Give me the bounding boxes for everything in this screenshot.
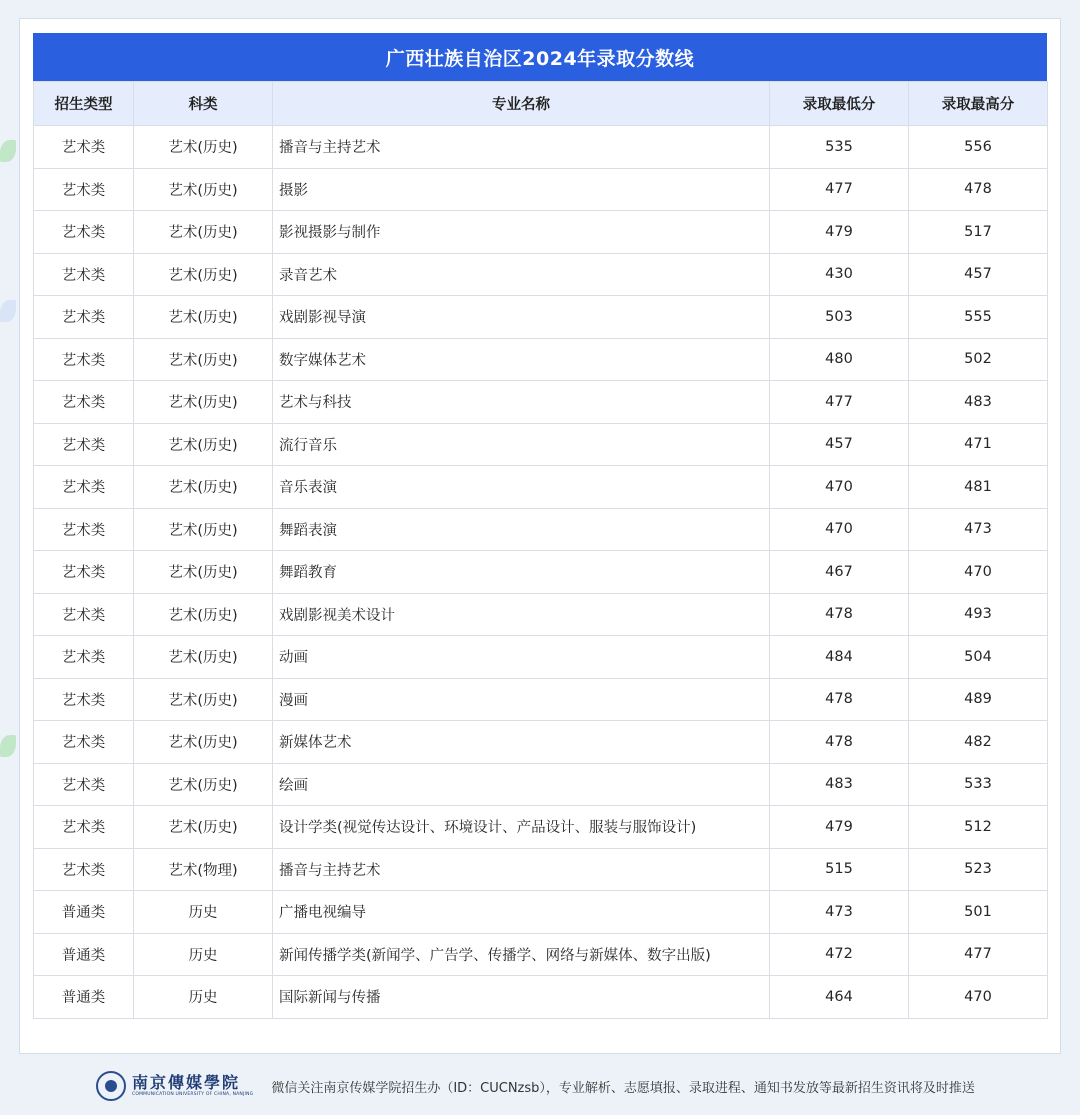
university-logo: [132, 1074, 253, 1098]
enrollment-type-cell: 普通类: [34, 933, 134, 976]
table-row: [34, 848, 1048, 891]
table-row: [34, 211, 1048, 254]
major-name-cell: 艺术与科技: [273, 381, 770, 424]
max-score-cell: 512: [909, 806, 1048, 849]
table-body: [34, 126, 1048, 1019]
major-name-cell: 戏剧影视导演: [273, 296, 770, 339]
university-logo-subtitle: COMMUNICATION UNIVERSITY OF CHINA, NANJING: [132, 1092, 254, 1097]
subject-category-cell: 艺术(历史): [134, 551, 273, 594]
enrollment-type-cell: 普通类: [34, 891, 134, 934]
table-row: [34, 253, 1048, 296]
subject-category-cell: 艺术(历史): [134, 423, 273, 466]
table-row: [34, 296, 1048, 339]
enrollment-type-cell: 艺术类: [34, 423, 134, 466]
major-name-cell: 广播电视编导: [273, 891, 770, 934]
footer: [96, 1066, 975, 1106]
header-max-score: 录取最高分: [909, 82, 1048, 126]
max-score-cell: 517: [909, 211, 1048, 254]
table-row: [34, 763, 1048, 806]
subject-category-cell: 艺术(历史): [134, 806, 273, 849]
table-row: [34, 678, 1048, 721]
subject-category-cell: 艺术(历史): [134, 593, 273, 636]
subject-category-cell: 艺术(历史): [134, 296, 273, 339]
min-score-cell: 483: [770, 763, 909, 806]
max-score-cell: 473: [909, 508, 1048, 551]
header-min-score: 录取最低分: [770, 82, 909, 126]
university-logo-name: 南京傳媒學院: [132, 1073, 241, 1092]
major-name-cell: 流行音乐: [273, 423, 770, 466]
decorative-leaf: [0, 735, 16, 757]
major-name-cell: 音乐表演: [273, 466, 770, 509]
table-row: [34, 338, 1048, 381]
subject-category-cell: 艺术(历史): [134, 338, 273, 381]
max-score-cell: 523: [909, 848, 1048, 891]
min-score-cell: 477: [770, 381, 909, 424]
min-score-cell: 479: [770, 211, 909, 254]
min-score-cell: 484: [770, 636, 909, 679]
major-name-cell: 新媒体艺术: [273, 721, 770, 764]
decorative-leaf: [0, 300, 16, 322]
subject-category-cell: 艺术(历史): [134, 678, 273, 721]
min-score-cell: 480: [770, 338, 909, 381]
min-score-cell: 479: [770, 806, 909, 849]
subject-category-cell: 艺术(历史): [134, 168, 273, 211]
min-score-cell: 503: [770, 296, 909, 339]
major-name-cell: 播音与主持艺术: [273, 126, 770, 169]
subject-category-cell: 艺术(历史): [134, 721, 273, 764]
min-score-cell: 470: [770, 508, 909, 551]
subject-category-cell: 艺术(历史): [134, 381, 273, 424]
min-score-cell: 467: [770, 551, 909, 594]
table-row: [34, 466, 1048, 509]
max-score-cell: 555: [909, 296, 1048, 339]
max-score-cell: 470: [909, 976, 1048, 1019]
enrollment-type-cell: 艺术类: [34, 678, 134, 721]
enrollment-type-cell: 艺术类: [34, 296, 134, 339]
min-score-cell: 515: [770, 848, 909, 891]
table-row: [34, 381, 1048, 424]
major-name-cell: 舞蹈表演: [273, 508, 770, 551]
max-score-cell: 533: [909, 763, 1048, 806]
major-name-cell: 摄影: [273, 168, 770, 211]
table-row: [34, 423, 1048, 466]
enrollment-type-cell: 艺术类: [34, 126, 134, 169]
table-row: [34, 636, 1048, 679]
major-name-cell: 漫画: [273, 678, 770, 721]
enrollment-type-cell: 艺术类: [34, 466, 134, 509]
major-name-cell: 动画: [273, 636, 770, 679]
admission-score-table: [33, 81, 1048, 1019]
major-name-cell: 录音艺术: [273, 253, 770, 296]
max-score-cell: 482: [909, 721, 1048, 764]
major-name-cell: 绘画: [273, 763, 770, 806]
header-major-name: 专业名称: [273, 82, 770, 126]
max-score-cell: 504: [909, 636, 1048, 679]
footer-note: 微信关注南京传媒学院招生办（ID：CUCNzsb），专业解析、志愿填报、录取进程、通知书发放等最新招生资讯将及时推送: [271, 1080, 975, 1096]
major-name-cell: 新闻传播学类(新闻学、广告学、传播学、网络与新媒体、数字出版): [273, 933, 770, 976]
major-name-cell: 影视摄影与制作: [273, 211, 770, 254]
enrollment-type-cell: 艺术类: [34, 253, 134, 296]
subject-category-cell: 艺术(历史): [134, 466, 273, 509]
max-score-cell: 556: [909, 126, 1048, 169]
subject-category-cell: 艺术(历史): [134, 636, 273, 679]
enrollment-type-cell: 普通类: [34, 976, 134, 1019]
table-row: [34, 976, 1048, 1019]
table-row: [34, 933, 1048, 976]
enrollment-type-cell: 艺术类: [34, 848, 134, 891]
table-header-row: [34, 82, 1048, 126]
min-score-cell: 535: [770, 126, 909, 169]
min-score-cell: 478: [770, 678, 909, 721]
decorative-leaf: [0, 140, 16, 162]
min-score-cell: 470: [770, 466, 909, 509]
subject-category-cell: 艺术(历史): [134, 763, 273, 806]
subject-category-cell: 艺术(物理): [134, 848, 273, 891]
enrollment-type-cell: 艺术类: [34, 338, 134, 381]
subject-category-cell: 艺术(历史): [134, 211, 273, 254]
table-row: [34, 593, 1048, 636]
min-score-cell: 457: [770, 423, 909, 466]
enrollment-type-cell: 艺术类: [34, 508, 134, 551]
major-name-cell: 舞蹈教育: [273, 551, 770, 594]
university-seal-icon: [96, 1071, 126, 1101]
enrollment-type-cell: 艺术类: [34, 381, 134, 424]
subject-category-cell: 历史: [134, 891, 273, 934]
enrollment-type-cell: 艺术类: [34, 806, 134, 849]
max-score-cell: 470: [909, 551, 1048, 594]
max-score-cell: 478: [909, 168, 1048, 211]
table-row: [34, 806, 1048, 849]
major-name-cell: 国际新闻与传播: [273, 976, 770, 1019]
enrollment-type-cell: 艺术类: [34, 551, 134, 594]
page-title: 广西壮族自治区2024年录取分数线: [33, 33, 1047, 81]
table-row: [34, 508, 1048, 551]
table-row: [34, 721, 1048, 764]
max-score-cell: 493: [909, 593, 1048, 636]
enrollment-type-cell: 艺术类: [34, 721, 134, 764]
max-score-cell: 471: [909, 423, 1048, 466]
enrollment-type-cell: 艺术类: [34, 593, 134, 636]
max-score-cell: 457: [909, 253, 1048, 296]
min-score-cell: 472: [770, 933, 909, 976]
min-score-cell: 473: [770, 891, 909, 934]
table-row: [34, 168, 1048, 211]
max-score-cell: 481: [909, 466, 1048, 509]
major-name-cell: 戏剧影视美术设计: [273, 593, 770, 636]
major-name-cell: 播音与主持艺术: [273, 848, 770, 891]
table-row: [34, 891, 1048, 934]
enrollment-type-cell: 艺术类: [34, 763, 134, 806]
subject-category-cell: 艺术(历史): [134, 508, 273, 551]
enrollment-type-cell: 艺术类: [34, 168, 134, 211]
max-score-cell: 489: [909, 678, 1048, 721]
enrollment-type-cell: 艺术类: [34, 636, 134, 679]
table-row: [34, 551, 1048, 594]
max-score-cell: 502: [909, 338, 1048, 381]
major-name-cell: 设计学类(视觉传达设计、环境设计、产品设计、服装与服饰设计): [273, 806, 770, 849]
min-score-cell: 430: [770, 253, 909, 296]
table-row: [34, 126, 1048, 169]
header-enrollment-type: 招生类型: [34, 82, 134, 126]
min-score-cell: 478: [770, 593, 909, 636]
header-subject-category: 科类: [134, 82, 273, 126]
subject-category-cell: 艺术(历史): [134, 253, 273, 296]
subject-category-cell: 历史: [134, 976, 273, 1019]
major-name-cell: 数字媒体艺术: [273, 338, 770, 381]
min-score-cell: 477: [770, 168, 909, 211]
max-score-cell: 483: [909, 381, 1048, 424]
enrollment-type-cell: 艺术类: [34, 211, 134, 254]
subject-category-cell: 历史: [134, 933, 273, 976]
max-score-cell: 501: [909, 891, 1048, 934]
subject-category-cell: 艺术(历史): [134, 126, 273, 169]
max-score-cell: 477: [909, 933, 1048, 976]
min-score-cell: 464: [770, 976, 909, 1019]
min-score-cell: 478: [770, 721, 909, 764]
